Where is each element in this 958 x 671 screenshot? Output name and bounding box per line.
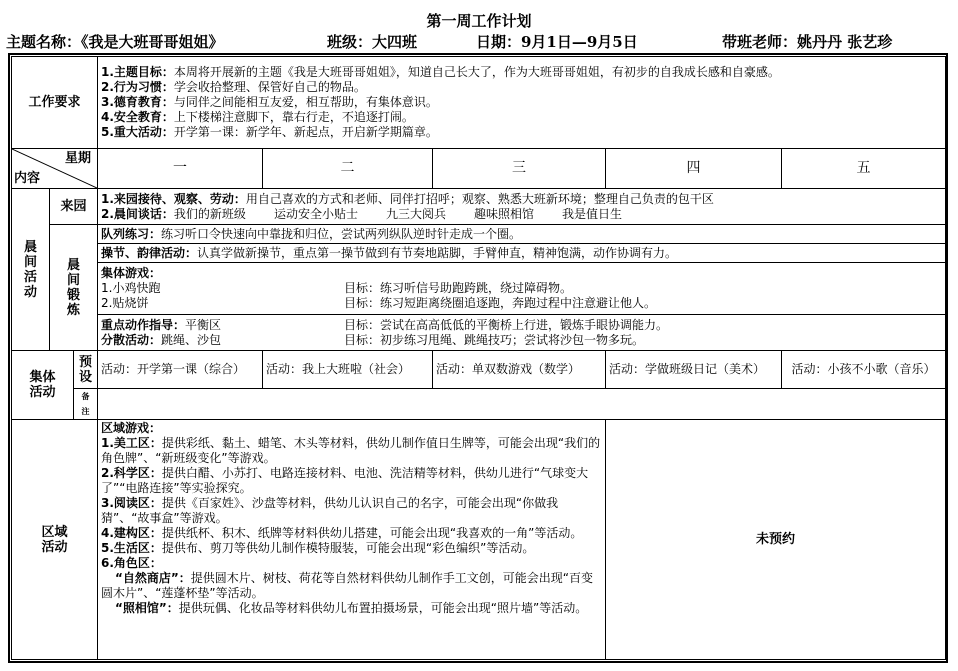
talk-topic: 九三大阅兵: [385, 206, 446, 221]
requirement-item: 3.德育教育：与同伴之间能相互友爱，相互帮助，有集体意识。: [101, 95, 438, 109]
day-friday: 五: [782, 149, 946, 189]
talk-topic: 趣味照相馆: [473, 206, 534, 221]
rhythm-content: 操节、韵律活动：认真学做新操节，重点第一操节做到有节奏地踮脚，手臂伸直，精神饱满，动作协调有力。: [98, 244, 946, 263]
rhythm-row: [12, 244, 946, 263]
game-item: 1.小鸡快跑 目标：练习听信号助跑跨跳，绕过障碍物。: [101, 281, 573, 295]
group-activity-fri: 活动：小孩不小歌（音乐）: [782, 351, 946, 389]
group-note-content: [98, 389, 946, 420]
area-content: 区域游戏： 1.美工区：提供彩纸、黏土、蜡笔、木头等材料，供幼儿制作值日生牌等，可能会出现“我们的角色牌”、“新班级变化”等游戏。 2.科学区：提供白醋、小苏打、电路连接材料、电池、洗洁精等材料，供幼儿进行“气球变大了”“电路连接”等实验探究。 3.阅读区：提供《百家姓》、沙盘等材料，供幼儿认识自己的名字，可能会出现“你做我猜”、“故事盒”等游戏。 4.建构区：提供纸杯、积木、纸牌等材料供幼儿搭建，可能会出现“我喜欢的一角”等活动。 5.生活区：提供布、剪刀等供幼儿制作模特服装，可能会出现“彩色编织”等活动。 6.角色区： “自然商店”：提供圆木片、树枝、荷花等自然材料供幼儿制作手工文创，可能会出现“百变圆木片”、“莲蓬杯垫”等活动。 “照相馆”：提供玩偶、化妆品等材料供幼儿布置拍摄场景，可能会出现“照片墙”等活动。: [98, 420, 606, 660]
plan-header: [0, 31, 958, 51]
group-activity-tue: 活动：我上大班啦（社会）: [263, 351, 433, 389]
group-activity-thu: 活动：学做班级日记（美术）: [606, 351, 782, 389]
area-item: 6.角色区：: [101, 556, 162, 570]
week-label: 星期: [64, 151, 91, 166]
requirements-row: [12, 57, 946, 149]
day-monday: 一: [98, 149, 263, 189]
page-title: 第一周工作计划: [426, 12, 532, 30]
game-item: 2.贴烧饼 目标：练习短距离绕圈追逐跑，奔跑过程中注意避让他人。: [101, 296, 657, 310]
arrival-label: 来园: [50, 189, 98, 225]
weekly-plan-table: [11, 56, 946, 660]
arrival-content: 1.来园接待、观察、劳动：用自己喜欢的方式和老师、同伴打招呼；观察、熟悉大班新环境；整理自己负责的包干区 2.晨间谈话：我们的新班级 运动安全小贴士 九三大阅兵 趣味照相馆 我是值日生: [98, 189, 946, 225]
focus-row: [12, 315, 946, 351]
area-item: 5.生活区：提供布、剪刀等供幼儿制作模特服装，可能会出现“彩色编织”等活动。: [101, 541, 535, 555]
area-item: 3.阅读区：提供《百家姓》、沙盘等材料，供幼儿认识自己的名字，可能会出现“你做我猜”、“故事盒”等游戏。: [101, 496, 559, 525]
talk-topic: 我们的新班级: [173, 206, 246, 221]
group-activity-label: 集体 活动: [12, 351, 74, 420]
week-content-corner: [12, 149, 98, 189]
day-thursday: 四: [606, 149, 782, 189]
requirement-item: 5.重大活动：开学第一课：新学年、新起点，开启新学期篇章。: [101, 125, 438, 139]
talk-topic: 运动安全小贴士: [273, 206, 358, 221]
requirement-item: 2.行为习惯：学会收拾整理、保管好自己的物品。: [101, 80, 366, 94]
group-activity-mon: 活动：开学第一课（综合）: [98, 351, 263, 389]
note-label: 备 注: [74, 389, 98, 420]
day-tuesday: 二: [263, 149, 433, 189]
group-note-row: [12, 389, 946, 420]
area-row: [12, 420, 946, 660]
area-item: “照相馆”：提供玩偶、化妆品等材料供幼儿布置拍摄场景，可能会出现“照片墙”等活动。: [115, 601, 588, 615]
requirements-content: [98, 57, 946, 149]
area-item: 4.建构区：提供纸杯、积木、纸牌等材料供幼儿搭建，可能会出现“我喜欢的一角”等活动。: [101, 526, 583, 540]
area-item: 2.科学区：提供白醋、小苏打、电路连接材料、电池、洗洁精等材料，供幼儿进行“气球变大了”“电路连接”等实验探究。: [101, 466, 589, 495]
requirements-label: 工作要求: [12, 57, 98, 149]
group-activity-wed: 活动：单双数游戏（数学）: [433, 351, 606, 389]
teachers: 带班老师：姚丹丹 张艺珍: [722, 33, 893, 51]
games-row: [12, 263, 946, 315]
drill-row: [12, 225, 946, 244]
date-range: 日期：9月1日—9月5日: [476, 33, 638, 51]
drill-content: 队列练习：练习听口令快速向中靠拢和归位，尝试两列纵队逆时针走成一个圈。: [98, 225, 946, 244]
day-wednesday: 三: [433, 149, 606, 189]
morning-exercise-label: 晨 间 锻 炼: [50, 225, 98, 351]
week-header-row: [12, 149, 946, 189]
reservation-status: 未预约: [606, 420, 946, 660]
area-item: 1.美工区：提供彩纸、黏土、蜡笔、木头等材料，供幼儿制作值日生牌等，可能会出现“我们的角色牌”、“新班级变化”等游戏。: [101, 436, 601, 465]
arrival-row: [12, 189, 946, 225]
focus-content: 重点动作指导：平衡区 目标：尝试在高高低低的平衡桥上行进，锻炼手眼协调能力。 分散活动：跳绳、沙包 目标：初步练习甩绳、跳绳技巧；尝试将沙包一物多玩。: [98, 315, 946, 351]
theme-name: 主题名称：《我是大班哥哥姐姐》: [6, 33, 224, 51]
area-activity-label: 区域 活动: [12, 420, 98, 660]
preset-label: 预 设: [74, 351, 98, 389]
class-name: 班级：大四班: [327, 33, 418, 51]
area-item: “自然商店”：提供圆木片、树枝、荷花等自然材料供幼儿制作手工文创，可能会出现“百变圆木片”、“莲蓬杯垫”等活动。: [101, 571, 594, 600]
talk-topic: 我是值日生: [561, 206, 622, 221]
content-label: 内容: [14, 171, 41, 186]
group-preset-row: [12, 351, 946, 389]
requirement-item: 1.主题目标：本周将开展新的主题《我是大班哥哥姐姐》，知道自己长大了，作为大班哥哥姐姐，有初步的自我成长感和自豪感。: [101, 65, 780, 79]
requirement-item: 4.安全教育：上下楼梯注意脚下，靠右行走，不追逐打闹。: [101, 110, 414, 124]
games-content: 集体游戏： 1.小鸡快跑 目标：练习听信号助跑跨跳，绕过障碍物。 2.贴烧饼 目标：练习短距离绕圈追逐跑，奔跑过程中注意避让他人。: [98, 263, 946, 315]
morning-activity-label: 晨 间 活 动: [12, 189, 50, 351]
